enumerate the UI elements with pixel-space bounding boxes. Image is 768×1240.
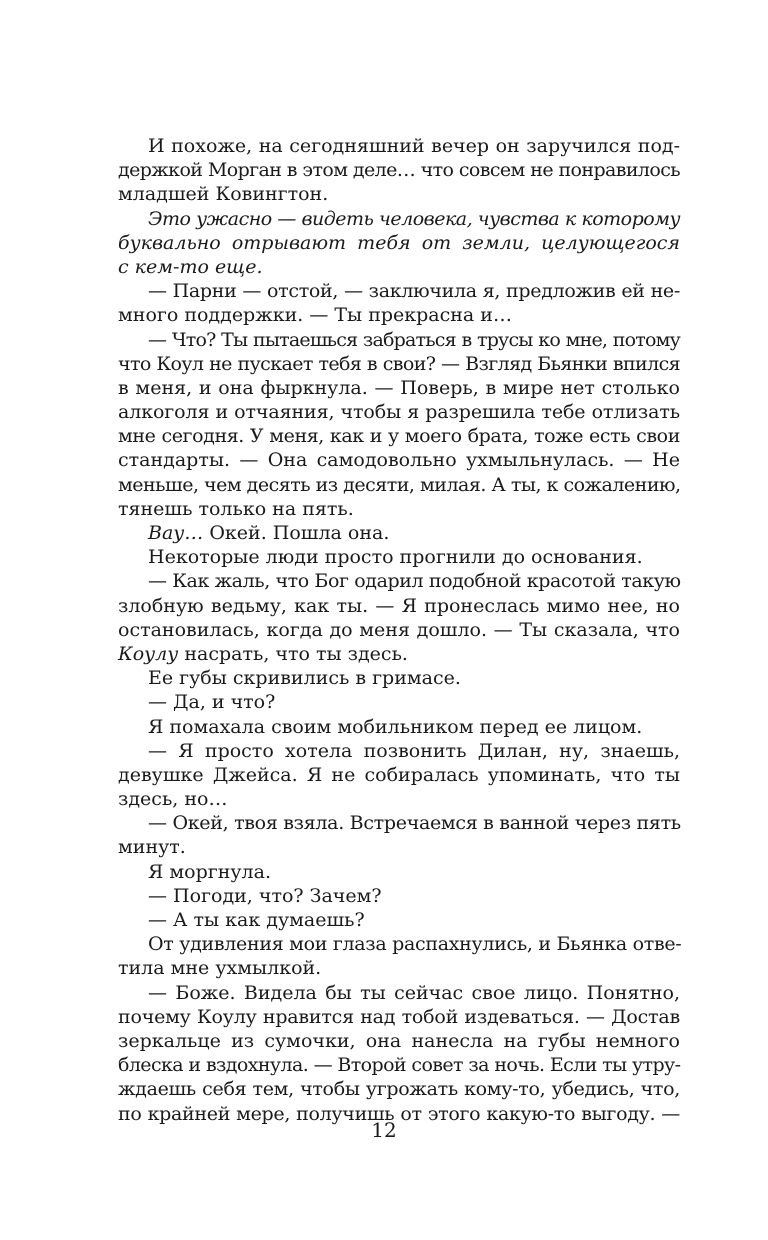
text-line: зеркальце из сумочки, она нанесла на губы немного: [118, 1029, 680, 1052]
text-line: — Боже. Видела бы ты сейчас свое лицо. Понятно,: [148, 981, 680, 1004]
text-line: тянешь только на пять.: [118, 497, 354, 520]
text-line: остановилась, когда до меня дошло. — Ты сказала, что: [118, 618, 680, 641]
italic-text: Вау…: [148, 522, 204, 544]
line-rest: насрать, что ты здесь.: [178, 642, 408, 665]
text-line: — Парни — отстой, — заключила я, предложив ей не-: [148, 280, 680, 303]
text-line: злобную ведьму, как ты. — Я пронеслась мимо нее, но: [118, 594, 680, 617]
text-line: тила мне ухмылкой.: [118, 957, 322, 980]
text-line: стандарты. — Она самодовольно ухмыльнулась. — Не: [118, 449, 680, 472]
line-rest: Окей. Пошла она.: [203, 522, 390, 544]
text-line: И похоже, на сегодняшний вечер он заручился под-: [148, 135, 680, 157]
text-line: блеска и вздохнула. — Второй совет за ночь. Если ты утру-: [118, 1054, 681, 1077]
text-line: Я моргнула.: [148, 860, 271, 883]
italic-text: Коулу: [118, 642, 179, 665]
text-line: [118, 521, 680, 545]
text-line: почему Коулу нравится над тобой издеваться. — Достав: [118, 1005, 680, 1028]
text-line: — Как жаль, что Бог одарил подобной красотой такую: [148, 570, 681, 593]
text-line: От удивления мои глаза распахнулись, и Бьянка отве-: [148, 933, 682, 956]
text-line: — Да, и что?: [148, 691, 276, 714]
text-line: Некоторые люди просто прогнили до основания.: [148, 546, 643, 569]
text-line: меньше, чем десять из десяти, милая. А ты, к сожалению,: [118, 473, 681, 496]
text-line: [118, 642, 680, 666]
text-line: Я помахала своим мобильником перед ее лицом.: [148, 715, 643, 738]
text-line: — А ты как думаешь?: [148, 909, 365, 931]
text-line: — Погоди, что? Зачем?: [148, 884, 382, 907]
text-line: — Что? Ты пытаешься забраться в трусы ко мне, потому: [148, 328, 680, 351]
text-line: буквально отрывают тебя от земли, целующегося: [118, 231, 680, 254]
text-line: держкой Морган в этом деле… что совсем не понравилось: [118, 159, 680, 182]
text-line: младшей Ковингтон.: [118, 183, 329, 206]
text-line: — Окей, твоя взяла. Встречаемся в ванной через пять: [148, 812, 681, 835]
text-line: в меня, и она фыркнула. — Поверь, в мире нет столько: [118, 376, 680, 399]
text-line: что Коул не пускает тебя в свои? — Взгляд Бьянки впился: [118, 352, 680, 375]
text-line: с кем-то еще.: [118, 255, 263, 278]
text-line: минут.: [118, 836, 186, 859]
text-line: девушке Джейса. Я не собиралась упоминать, что ты: [118, 763, 680, 786]
text-line: по крайней мере, получишь от этого какую-то выгоду. —: [118, 1102, 680, 1125]
text-line: алкоголя и отчаяния, чтобы я разрешила тебе отлизать: [118, 401, 680, 424]
text-line: Ее губы скривились в гримасе.: [148, 667, 461, 690]
body-text: [118, 134, 680, 1126]
text-line: ждаешь себя тем, чтобы угрожать кому-то, убедись, что,: [118, 1078, 680, 1101]
text-line: — Я просто хотела позвонить Дилан, ну, знаешь,: [148, 739, 680, 762]
page-number: 12: [371, 1118, 397, 1142]
text-line: здесь, но…: [118, 788, 228, 811]
text-line: мне сегодня. У меня, как и у моего брата, тоже есть свои: [118, 425, 680, 448]
text-line: много поддержки. — Ты прекрасна и…: [118, 304, 512, 327]
text-line: Это ужасно — видеть человека, чувства к которому: [148, 207, 680, 230]
